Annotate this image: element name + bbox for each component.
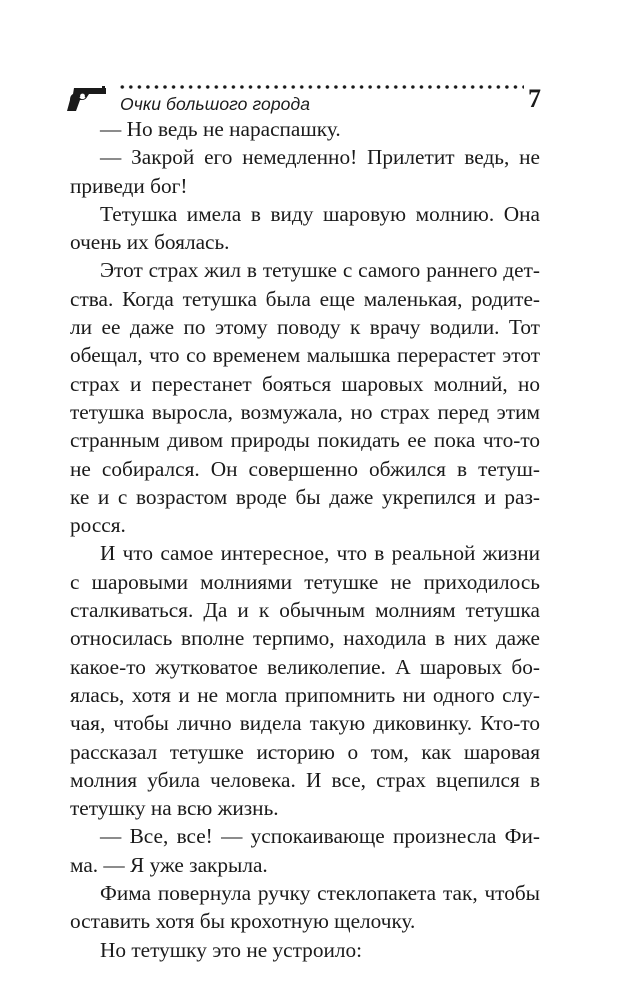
text-line: росся. — [70, 513, 126, 538]
revolver-icon — [66, 84, 108, 112]
paragraph — [70, 256, 540, 539]
text-line: странным дивом природы покидать ее пока что-то — [70, 428, 540, 453]
text-line: — Но ведь не нараспашку. — [100, 117, 341, 141]
paragraph — [70, 115, 540, 143]
text-line: Тетушка имела в виду шаровую молнию. Она — [100, 201, 540, 226]
paragraph — [70, 822, 540, 879]
text-line: тетушку на всю жизнь. — [70, 796, 279, 821]
text-line: — Все, все! — успокаивающе произнесла Фи- — [100, 824, 540, 849]
paragraph — [70, 879, 540, 936]
text-line: страх и перестанет бояться шаровых молний, но — [70, 371, 540, 396]
text-line: не собирался. Он совершенно обжился в тетуш- — [70, 456, 540, 481]
paragraph — [70, 143, 540, 200]
text-line: чая, чтобы лично видела такую диковинку. Кто-то — [70, 711, 540, 736]
text-line: ства. Когда тетушка была еще маленькая, родите- — [70, 286, 540, 311]
paragraph — [70, 936, 540, 964]
text-line: ли ее даже по этому поводу к врачу водили. Тот — [70, 315, 540, 340]
book-title: Очки большого города — [120, 94, 311, 114]
text-line: Но тетушку это не устроило: — [100, 937, 363, 962]
text-line: относилась вполне терпимо, находила в них даже — [70, 626, 540, 651]
text-line: сталкиваться. Да и к обычным молниям тетушка — [70, 598, 540, 623]
text-line: И что самое интересное, что в реальной жизни — [100, 541, 540, 566]
text-line: оставить хотя бы крохотную щелочку. — [70, 909, 416, 934]
text-line: рассказал тетушке историю о том, как шаровая — [70, 739, 540, 764]
text-line: приведи бог! — [70, 173, 188, 198]
text-line: ялась, хотя и не могла припомнить ни одного слу- — [70, 682, 540, 707]
text-line: ма. — Я уже закрыла. — [70, 852, 268, 877]
text-line: тетушка выросла, возмужала, но страх перед этим — [70, 399, 540, 424]
text-line: обещал, что со временем малышка перерастет этот — [70, 343, 540, 368]
paragraph — [70, 200, 540, 257]
text-line: с шаровыми молниями тетушке не приходилось — [70, 569, 540, 594]
paragraph — [70, 539, 540, 822]
text-line: какое-то жутковатое великолепие. А шаровых бо- — [70, 654, 540, 679]
running-header — [66, 78, 544, 116]
text-line: — Закрой его немедленно! Прилетит ведь, не — [100, 145, 540, 170]
body-text — [70, 115, 540, 964]
text-line: ке и с возрастом вроде бы даже укрепился и раз- — [70, 484, 540, 509]
text-line: молния убила человека. И все, страх вцепился в — [70, 767, 540, 792]
page-number: 7 — [528, 84, 541, 113]
text-line: Этот страх жил в тетушке с самого раннего дет- — [100, 258, 540, 283]
text-line: очень их боялась. — [70, 230, 230, 255]
dotted-rule — [118, 84, 524, 90]
text-line: Фима повернула ручку стеклопакета так, чтобы — [100, 881, 540, 906]
